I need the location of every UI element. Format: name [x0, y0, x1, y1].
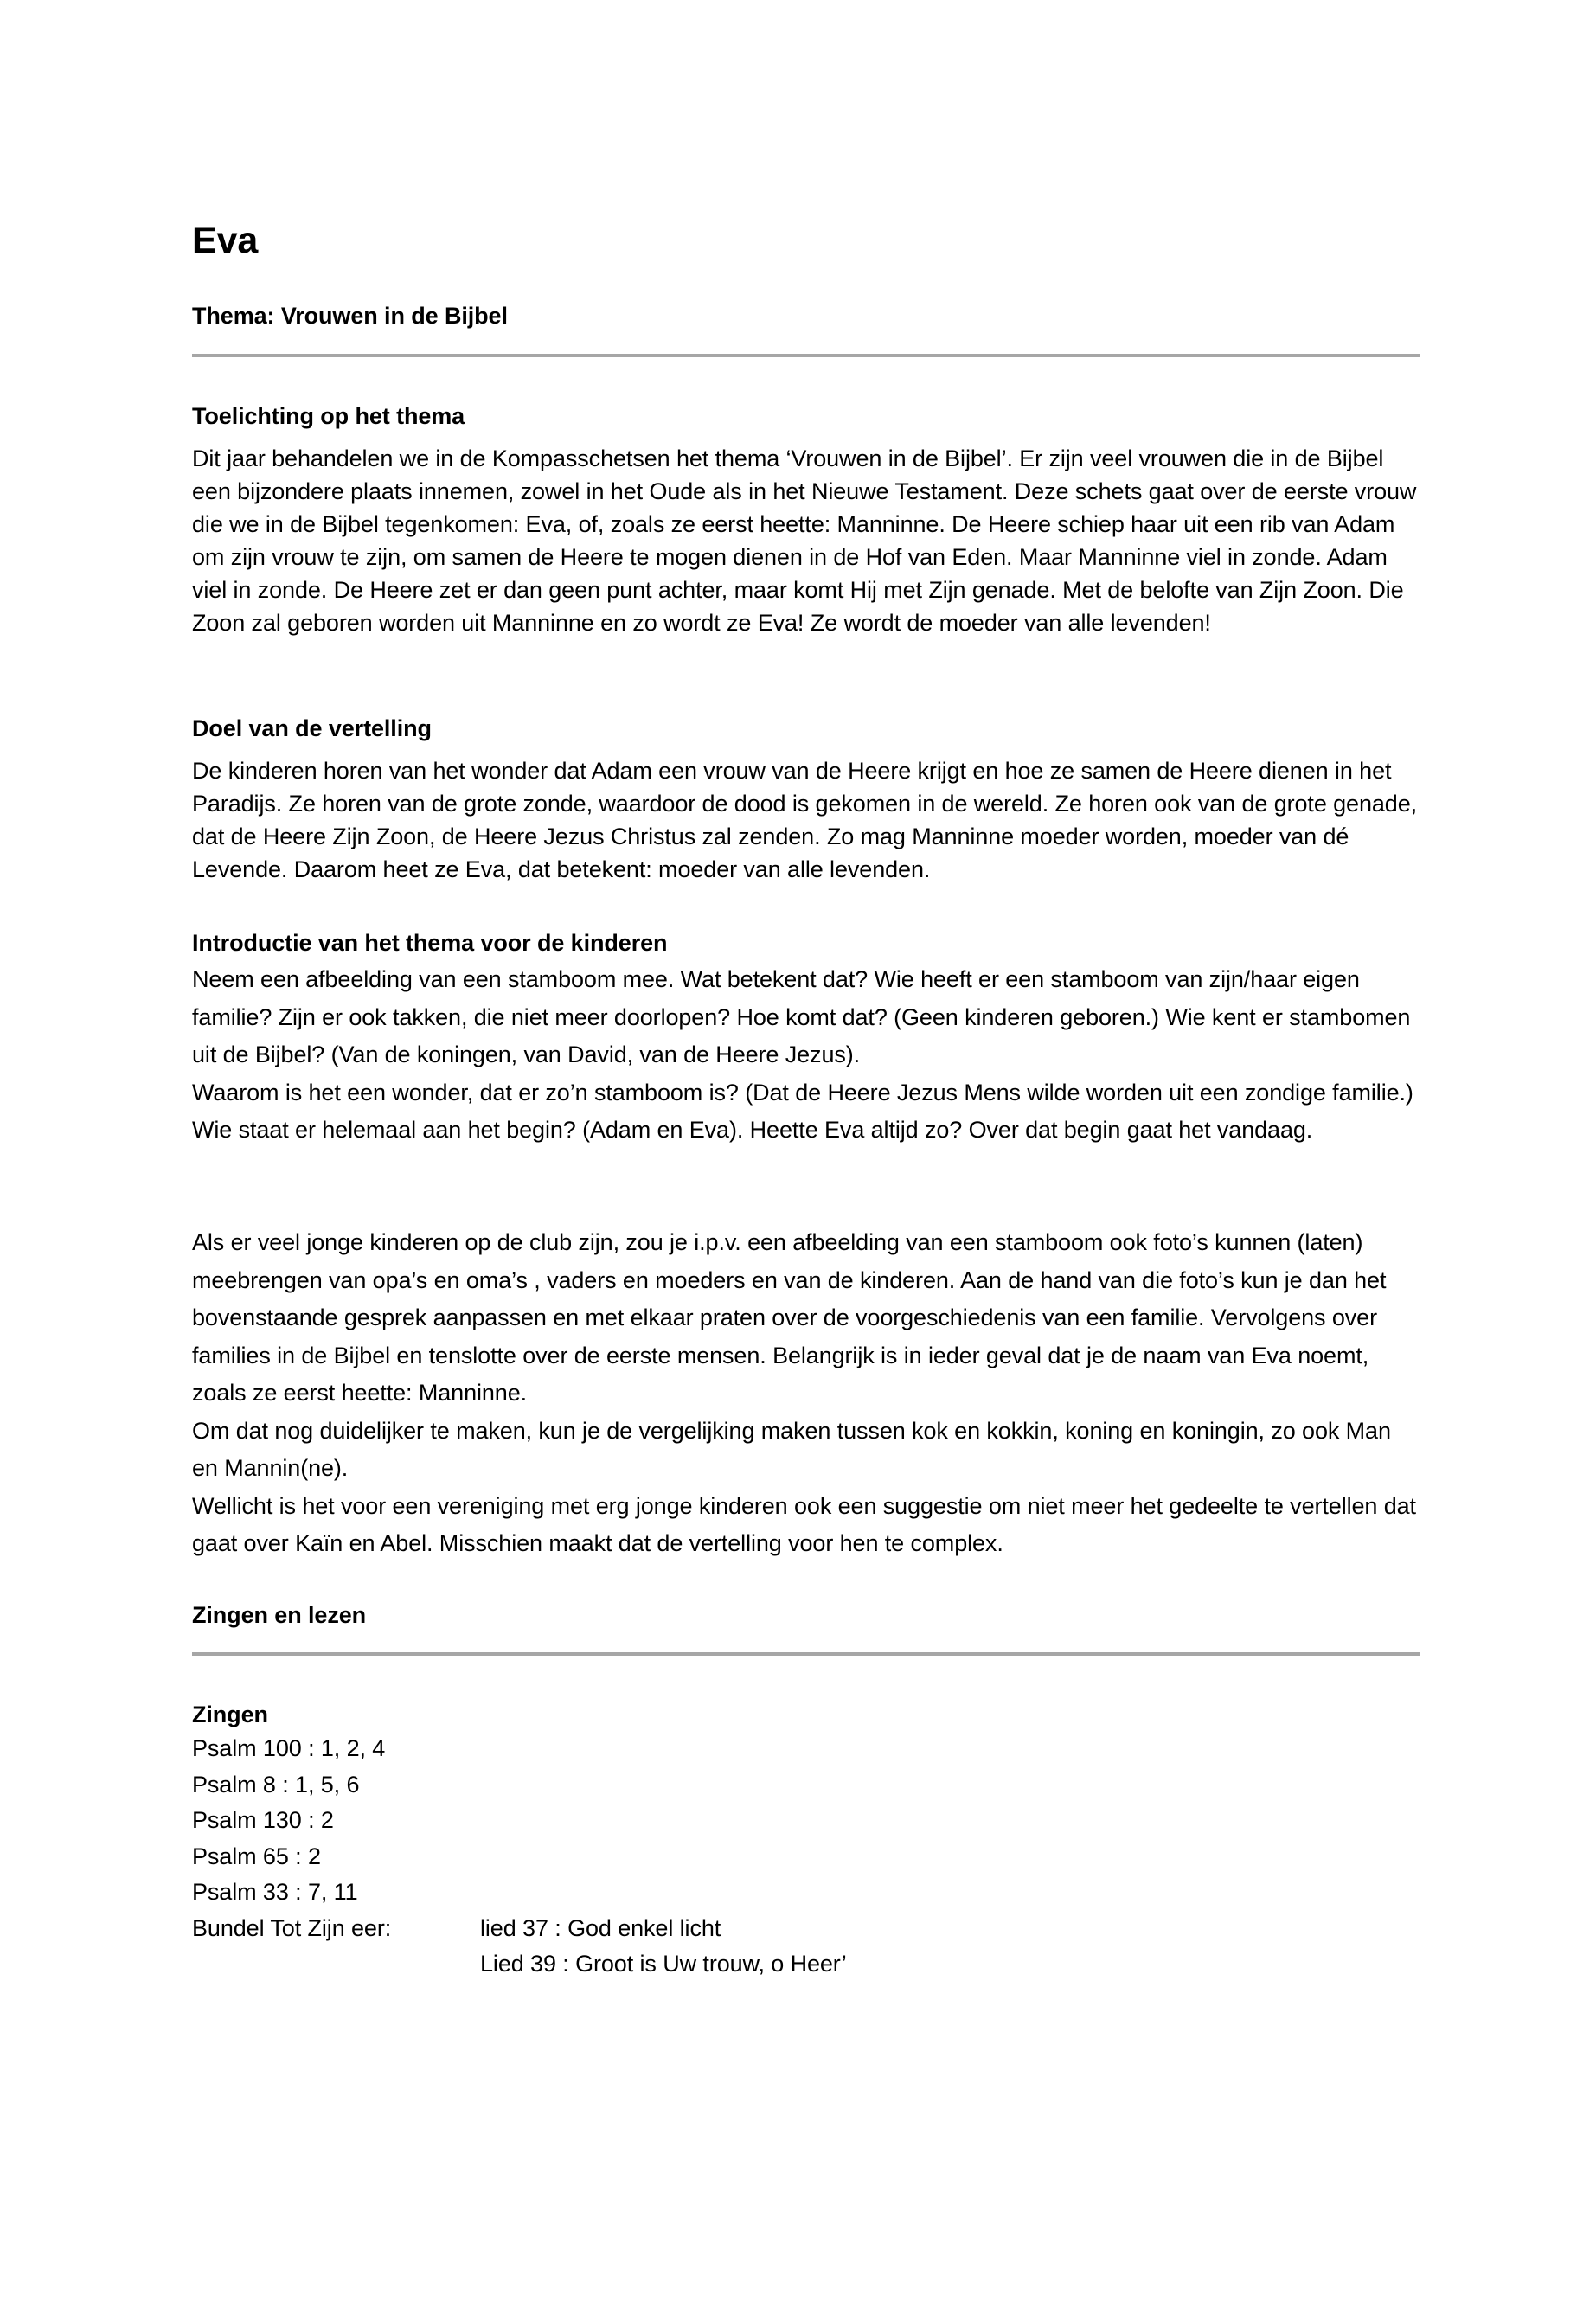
section-text-toelichting: Dit jaar behandelen we in de Kompasschetsen het thema ‘Vrouwen in de Bijbel’. Er zijn veel vrouwen die in de Bijbel een bijzondere plaats innemen, zowel in het Oude als in het Nieuwe Testament. Deze schets gaat over de eerste vrouw die we in de Bijbel tegenkomen: Eva, of, zoals ze eerst heette: Manninne. De Heere schiep haar uit een rib van Adam om zijn vrouw te zijn, om samen de Heere te mogen dienen in de Hof van Eden. Maar Manninne viel in zonde. Adam viel in zonde. De Heere zet er dan geen punt achter, maar komt Hij met Zijn genade. Met de belofte van Zijn Zoon. Die Zoon zal geboren worden uit Manninne en zo wordt ze Eva! Ze wordt de moeder van alle levenden! — [192, 445, 1417, 636]
horizontal-divider — [192, 354, 1420, 357]
song-list-item — [192, 1839, 391, 1875]
song-list-item — [192, 1767, 391, 1804]
introductie-text-block-1 — [192, 961, 1420, 1150]
song-list-item — [192, 1875, 391, 1911]
horizontal-divider — [192, 1652, 1420, 1656]
section-heading-zingen-en-lezen: Zingen en lezen — [192, 1602, 367, 1628]
song-list-item — [192, 1946, 847, 1983]
section-heading-zingen: Zingen — [192, 1702, 268, 1727]
song-label: Bundel Tot Zijn eer: — [192, 1914, 392, 1941]
introductie-paragraph: Waarom is het een wonder, dat er zo’n stamboom is? (Dat de Heere Jezus Mens wilde worden uit een zondige familie.) Wie staat er helemaal aan het begin? (Adam en Eva). Heette Eva altijd zo? Over dat begin gaat het vandaag. — [192, 1079, 1413, 1143]
song-list-item — [192, 1731, 391, 1767]
song-list-item — [192, 1911, 721, 1947]
introductie-paragraph: Als er veel jonge kinderen op de club zijn, zou je i.p.v. een afbeelding van een stamboom ook foto’s kunnen (laten) meebrengen van opa’s en oma’s , vaders en moeders en van de kinderen. Aan de hand van die foto’s kun je dan het bovenstaande gesprek aanpassen en met elkaar praten over de voorgeschiedenis van een familie. Vervolgens over families in de Bijbel en tenslotte over de eerste mensen. Belangrijk is in ieder geval dat je de naam van Eva noemt, zoals ze eerst heette: Manninne. — [192, 1229, 1387, 1406]
song-label: Psalm 130 : 2 — [192, 1807, 334, 1833]
song-label: Psalm 33 : 7, 11 — [192, 1879, 358, 1905]
introductie-paragraph: Neem een afbeelding van een stamboom mee. Wat betekent dat? Wie heeft er een stamboom van zijn/haar eigen familie? Zijn er ook takken, die niet meer doorlopen? Hoe komt dat? (Geen kinderen geboren.) Wie kent er stambomen uit de Bijbel? (Van de koningen, van David, van de Heere Jezus). — [192, 966, 1411, 1067]
section-heading-introductie: Introductie van het thema voor de kinderen — [192, 930, 668, 956]
section-heading-toelichting: Toelichting op het thema — [192, 403, 465, 429]
song-label: Psalm 100 : 1, 2, 4 — [192, 1735, 386, 1761]
theme-subtitle: Thema: Vrouwen in de Bijbel — [192, 303, 508, 329]
page-title: Eva — [192, 220, 259, 261]
section-text-doel: De kinderen horen van het wonder dat Adam een vrouw van de Heere krijgt en hoe ze samen de Heere dienen in het Paradijs. Ze horen van de grote zonde, waardoor de dood is gekomen in de wereld. Ze horen ook van de grote genade, dat de Heere Zijn Zoon, de Heere Jezus Christus zal zenden. Zo mag Manninne moeder worden, moeder van dé Levende. Daarom heet ze Eva, dat betekent: moeder van alle levenden. — [192, 758, 1418, 882]
song-label: Psalm 65 : 2 — [192, 1843, 321, 1869]
song-list-item — [192, 1803, 391, 1839]
introductie-paragraph: Om dat nog duidelijker te maken, kun je de vergelijking maken tussen kok en kokkin, koning en koningin, zo ook Man en Mannin(ne). — [192, 1417, 1391, 1481]
song-label: Psalm 8 : 1, 5, 6 — [192, 1771, 360, 1798]
song-detail: lied 37 : God enkel licht — [480, 1914, 721, 1941]
introductie-text-block-2 — [192, 1224, 1420, 1563]
song-detail: Lied 39 : Groot is Uw trouw, o Heer’ — [480, 1951, 847, 1977]
song-list — [192, 1731, 847, 1983]
section-heading-doel: Doel van de vertelling — [192, 715, 432, 741]
introductie-paragraph: Wellicht is het voor een vereniging met erg jonge kinderen ook een suggestie om niet meer het gedeelte te vertellen dat gaat over Kaïn en Abel. Misschien maakt dat de vertelling voor hen te complex. — [192, 1492, 1416, 1556]
